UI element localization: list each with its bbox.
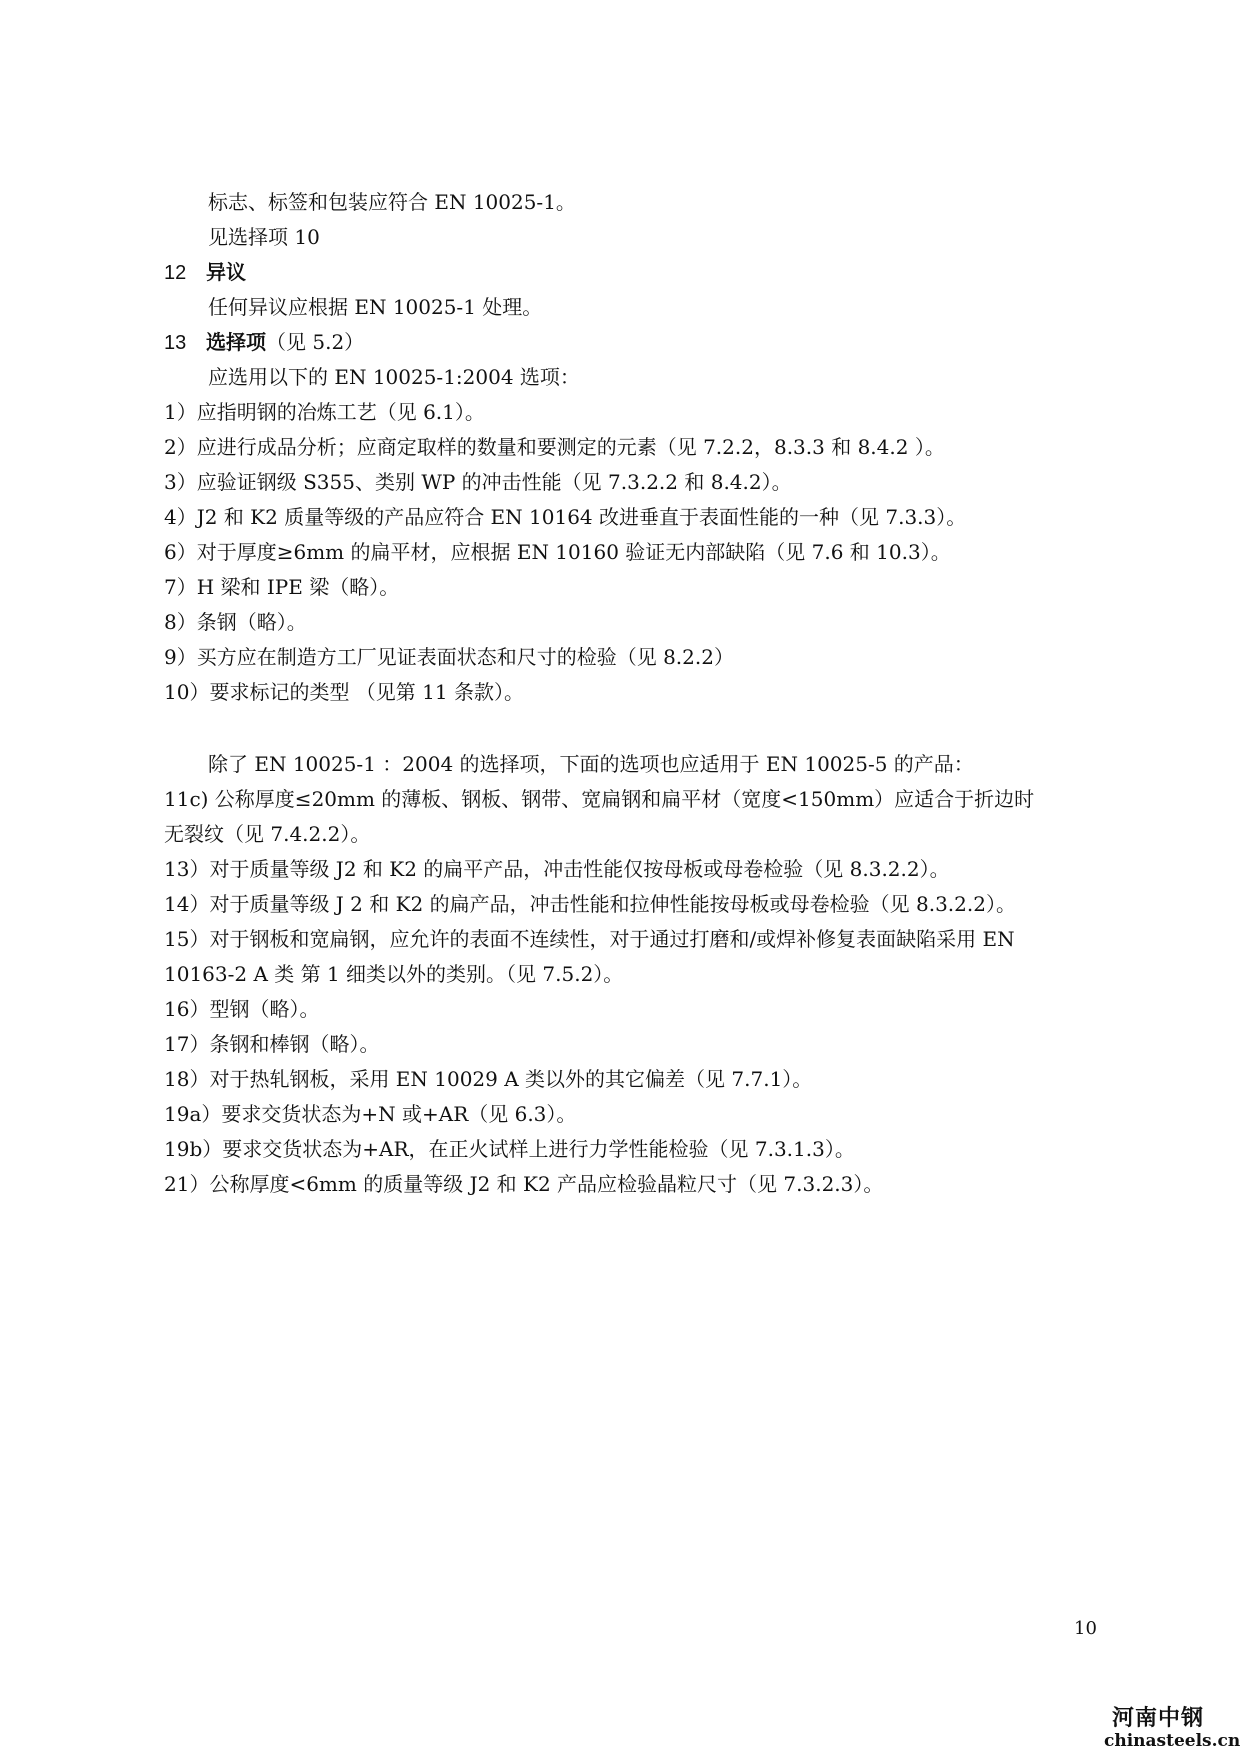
- option-item-3: 3）应验证钢级 S355、类别 WP 的冲击性能（见 7.3.2.2 和 8.4.2）。: [164, 470, 792, 494]
- option-item-6: 6）对于厚度≥6mm 的扁平材，应根据 EN 10160 验证无内部缺陷（见 7.6 和 10.3）。: [164, 540, 951, 564]
- section-12-title: 异议: [206, 260, 246, 284]
- option-item-7: 7）H 梁和 IPE 梁（略）。: [164, 575, 400, 599]
- option-item-8: 8）条钢（略）。: [164, 610, 307, 634]
- option-item-9: 9）买方应在制造方工厂见证表面状态和尺寸的检验（见 8.2.2）: [164, 645, 734, 669]
- text-line-options-intro: 应选用以下的 EN 10025-1:2004 选项：: [208, 365, 580, 389]
- option-item-17: 17）条钢和棒钢（略）。: [164, 1032, 380, 1056]
- option-item-18: 18）对于热轧钢板，采用 EN 10029 A 类以外的其它偏差（见 7.7.1）。: [164, 1067, 813, 1091]
- option-item-10: 10）要求标记的类型 （见第 11 条款）。: [164, 680, 524, 704]
- watermark-chinese: 河南中钢: [1112, 1706, 1205, 1731]
- text-line-additional-options: 除了 EN 10025-1 ：2004 的选择项，下面的选项也应适用于 EN 10025-5 的产品：: [208, 752, 974, 776]
- option-item-4: 4）J2 和 K2 质量等级的产品应符合 EN 10164 改进垂直于表面性能的一种（见 7.3.3）。: [164, 505, 967, 529]
- text-line-see-option-10: 见选择项 10: [208, 225, 320, 249]
- option-item-16: 16）型钢（略）。: [164, 997, 320, 1021]
- section-13-heading: [164, 330, 364, 355]
- section-13-title: 选择项: [206, 330, 266, 354]
- option-item-11c: 11c) 公称厚度≤20mm 的薄板、钢板、钢带、宽扁钢和扁平材（宽度<150mm）应适合于折边时: [164, 787, 1035, 811]
- option-item-13: 13）对于质量等级 J2 和 K2 的扁平产品，冲击性能仅按母板或母卷检验（见 8.3.2.2）。: [164, 857, 950, 881]
- section-13-number: 13: [164, 332, 187, 354]
- option-item-19a: 19a）要求交货状态为+N 或+AR（见 6.3）。: [164, 1102, 577, 1126]
- watermark-domain: chinasteels.cn: [1104, 1731, 1240, 1751]
- option-item-15: 15）对于钢板和宽扁钢，应允许的表面不连续性，对于通过打磨和/或焊补修复表面缺陷采用 EN: [164, 927, 1015, 951]
- section-13-ref: （见 5.2）: [266, 330, 365, 354]
- section-12-number: 12: [164, 262, 187, 284]
- text-line-packaging: 标志、标签和包装应符合 EN 10025-1。: [208, 190, 576, 214]
- option-item-11c-cont: 无裂纹（见 7.4.2.2）。: [164, 822, 371, 846]
- option-item-21: 21）公称厚度<6mm 的质量等级 J2 和 K2 产品应检验晶粒尺寸（见 7.3.2.3）。: [164, 1172, 884, 1196]
- option-item-19b: 19b）要求交货状态为+AR，在正火试样上进行力学性能检验（见 7.3.1.3）。: [164, 1137, 855, 1161]
- option-item-1: 1）应指明钢的冶炼工艺（见 6.1）。: [164, 400, 485, 424]
- option-item-15-cont: 10163-2 A 类 第 1 细类以外的类别。（见 7.5.2）。: [164, 962, 624, 986]
- option-item-2: 2）应进行成品分析；应商定取样的数量和要测定的元素（见 7.2.2，8.3.3 和 8.4.2 ）。: [164, 435, 945, 459]
- text-line-objection: 任何异议应根据 EN 10025-1 处理。: [208, 295, 543, 319]
- option-item-14: 14）对于质量等级 J 2 和 K2 的扁产品，冲击性能和拉伸性能按母板或母卷检验（见 8.3.2.2）。: [164, 892, 1016, 916]
- section-12-heading: [164, 260, 246, 285]
- page-number: 10: [1074, 1618, 1097, 1639]
